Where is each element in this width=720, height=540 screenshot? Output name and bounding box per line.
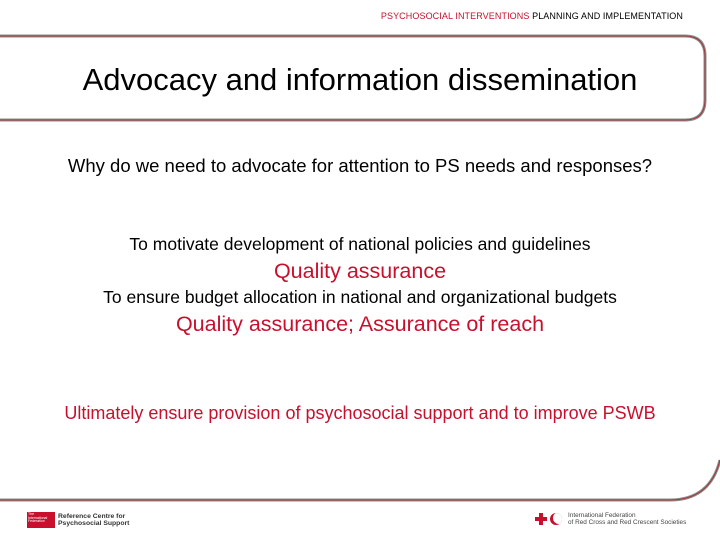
- point-1-text: To motivate development of national policies and guidelines: [129, 234, 591, 254]
- federation-box-icon: The International Federation: [27, 512, 55, 528]
- reference-centre-logo: [27, 512, 129, 528]
- point-1-answer: Quality assurance: [273, 259, 447, 283]
- point-2-text: To ensure budget allocation in national and organizational budgets: [103, 287, 617, 307]
- red-crescent-icon: [550, 513, 562, 525]
- left-logo-line-2: Psychosocial Support: [58, 520, 130, 527]
- ifrc-logo: [534, 512, 686, 526]
- right-logo-line-1: International Federation: [568, 512, 636, 519]
- red-cross-icon: [534, 512, 548, 526]
- slide-title: Advocacy and information dissemination: [82, 62, 638, 97]
- header-black-text: PLANNING AND IMPLEMENTATION: [529, 11, 683, 21]
- right-logo-line-2: of Red Cross and Red Crescent Societies: [568, 519, 687, 526]
- conclusion-text: Ultimately ensure provision of psychosocial support and to improve PSWB: [64, 403, 656, 423]
- bottom-decorative-rule: [0, 455, 720, 515]
- point-2-answer: Quality assurance; Assurance of reach: [175, 312, 545, 336]
- left-logo-line-1: Reference Centre for: [58, 513, 126, 520]
- question-text: Why do we need to advocate for attention to PS needs and responses?: [67, 155, 653, 176]
- header-red-text: PSYCHOSOCIAL INTERVENTIONS: [380, 11, 530, 21]
